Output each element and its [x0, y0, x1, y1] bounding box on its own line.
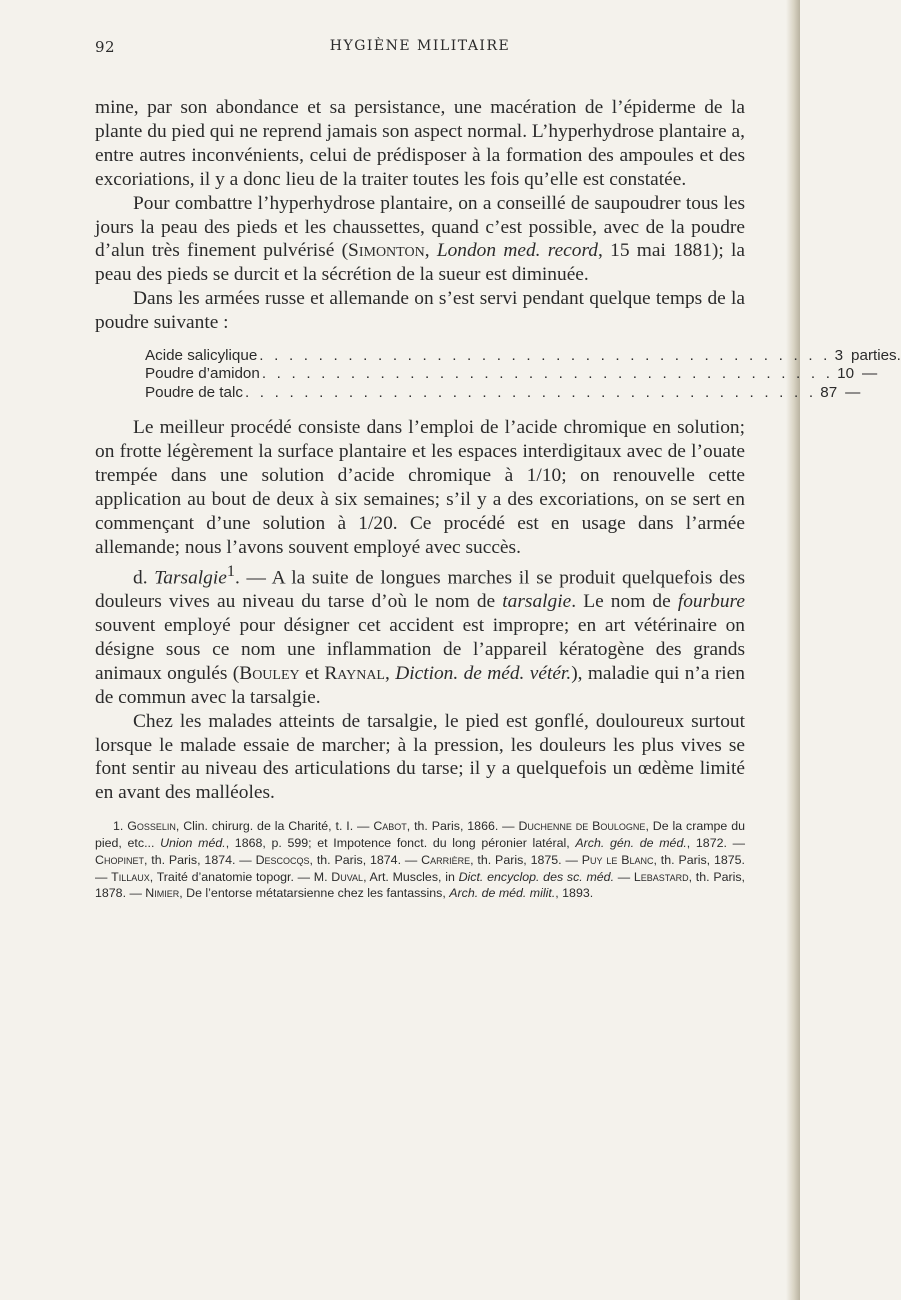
- footnotes: [95, 818, 745, 902]
- author-name: Raynal: [324, 662, 385, 684]
- paragraph-chromic-acid: Le meilleur procédé consiste dans l’emploi de l’acide chromique en solution; on frotte légèrement la surface plantaire et les espaces interdigitaux avec de l’ouate trempée dans une solution d’acide chromique à 1/10; on renouvelle cette application au bout de deux à six semaines; s’il y a des excoriations, on se sert en commençant d’une solution à 1/20. Ce procédé est en usage dans l’armée allemande; nous l’avons souvent employé avec succès.: [95, 417, 745, 558]
- dot-leader: . . . . . . . . . . . . . . . . . . . . . . . . . . . . . . . . . . . . . . .: [244, 383, 817, 401]
- formula-row: [145, 347, 901, 365]
- journal-title: London med. record: [436, 240, 599, 262]
- page-number: 92: [95, 38, 116, 56]
- paragraph-symptoms: Chez les malades atteints de tarsalgie, le pied est gonflé, douloureux surtout lorsque le malade essaie de marcher; à la pression, les douleurs les plus vives se font sentir au niveau des articulations du tarse; il y a quelquefois un œdème limité en avant des malléoles.: [95, 710, 745, 804]
- reference-title: Diction. de méd. vétér.: [395, 662, 572, 684]
- section-term: Tarsalgie: [154, 567, 227, 589]
- formula-row: [145, 365, 878, 383]
- dot-leader: . . . . . . . . . . . . . . . . . . . . . . . . . . . . . . . . . . . . . . .: [259, 347, 831, 365]
- running-head: [95, 0, 745, 60]
- paragraph-armies-powder: Dans les armées russe et allemande on s’est servi pendant quelque temps de la poudre suivante :: [95, 288, 745, 334]
- paragraph-continued: mine, par son abondance et sa persistance, une macération de l’épiderme de la plante du pied qui ne reprend jamais son aspect normal. L’hyperhydrose plantaire a, entre autres inconvénients, celui de prédisposer à la formation des ampoules et des excoriations, il y a donc lieu de la traiter toutes les fois qu’elle est constatée.: [95, 97, 745, 190]
- dot-leader: . . . . . . . . . . . . . . . . . . . . . . . . . . . . . . . . . . . . . . .: [261, 365, 834, 383]
- paragraph-alum-powder: Pour combattre l’hyperhydrose plantaire, on a conseillé de saupoudrer tous les jours la peau des pieds et les chaussettes, quand c’est possible, avec de la poudre d’alun très finement pulvérisé (Simonton, London med. record, 15 mai 1881); la peau des pieds se durcit et la sécrétion de la sueur est diminuée.: [95, 192, 745, 286]
- author-name: Simonton: [348, 240, 425, 262]
- book-page: [95, 0, 901, 902]
- running-title: HYGIÈNE MILITAIRE: [329, 38, 511, 54]
- ingredient-name: Poudre d’amidon: [145, 365, 260, 383]
- formula-row: [145, 383, 861, 402]
- ingredient-quantity: 3: [834, 347, 844, 365]
- footnote-ref: 1: [226, 562, 235, 580]
- ingredient-quantity: 87: [820, 383, 838, 401]
- footnote-1: 1. Gosselin, Clin. chirurg. de la Charité, t. I. — Cabot, th. Paris, 1866. — Duchenne de Boulogne, De la crampe du pied, etc... Union méd., 1868, p. 599; et Impotence fonct. du long péronier latéral, Arch. gén. de méd., 1872. — Chopinet, th. Paris, 1874. — Descocqs, th. Paris, 1874. — Carrière, th. Paris, 1875. — Puy le Blanc, th. Paris, 1875. — Tillaux, Traité d’anatomie topogr. — M. Duval, Art. Muscles, in Dict. encyclop. des sc. méd. — Lebastard, th. Paris, 1878. — Nimier, De l’entorse métatarsienne chez les fantassins, Arch. de méd. milit., 1893.: [95, 819, 745, 901]
- author-name: Bouley: [239, 662, 300, 684]
- ingredient-quantity: 10: [837, 365, 855, 383]
- body-text: [95, 96, 901, 805]
- ingredient-name: Poudre de talc: [145, 383, 243, 401]
- powder-formula: [145, 347, 901, 402]
- scan-edge-shadow: [786, 0, 800, 1300]
- ingredient-unit: parties.: [851, 347, 901, 365]
- ingredient-unit: —: [862, 365, 878, 383]
- paragraph-tarsalgia: d. Tarsalgie$^1$. — A la suite de longues marches il se produit quelquefois des douleurs vives au niveau du tarse d’où le nom de tarsalgie. Le nom de fourbure souvent employé pour désigner cet accident est impropre; en art vétérinaire on désigne sous ce nom une inflammation de l’appareil kératogène des grands animaux ongulés (Bouley et Raynal, Diction. de méd. vétér.), maladie qui n’a rien de commun avec la tarsalgie.: [95, 562, 745, 708]
- ingredient-name: Acide salicylique: [145, 347, 258, 365]
- ingredient-unit: —: [845, 383, 861, 401]
